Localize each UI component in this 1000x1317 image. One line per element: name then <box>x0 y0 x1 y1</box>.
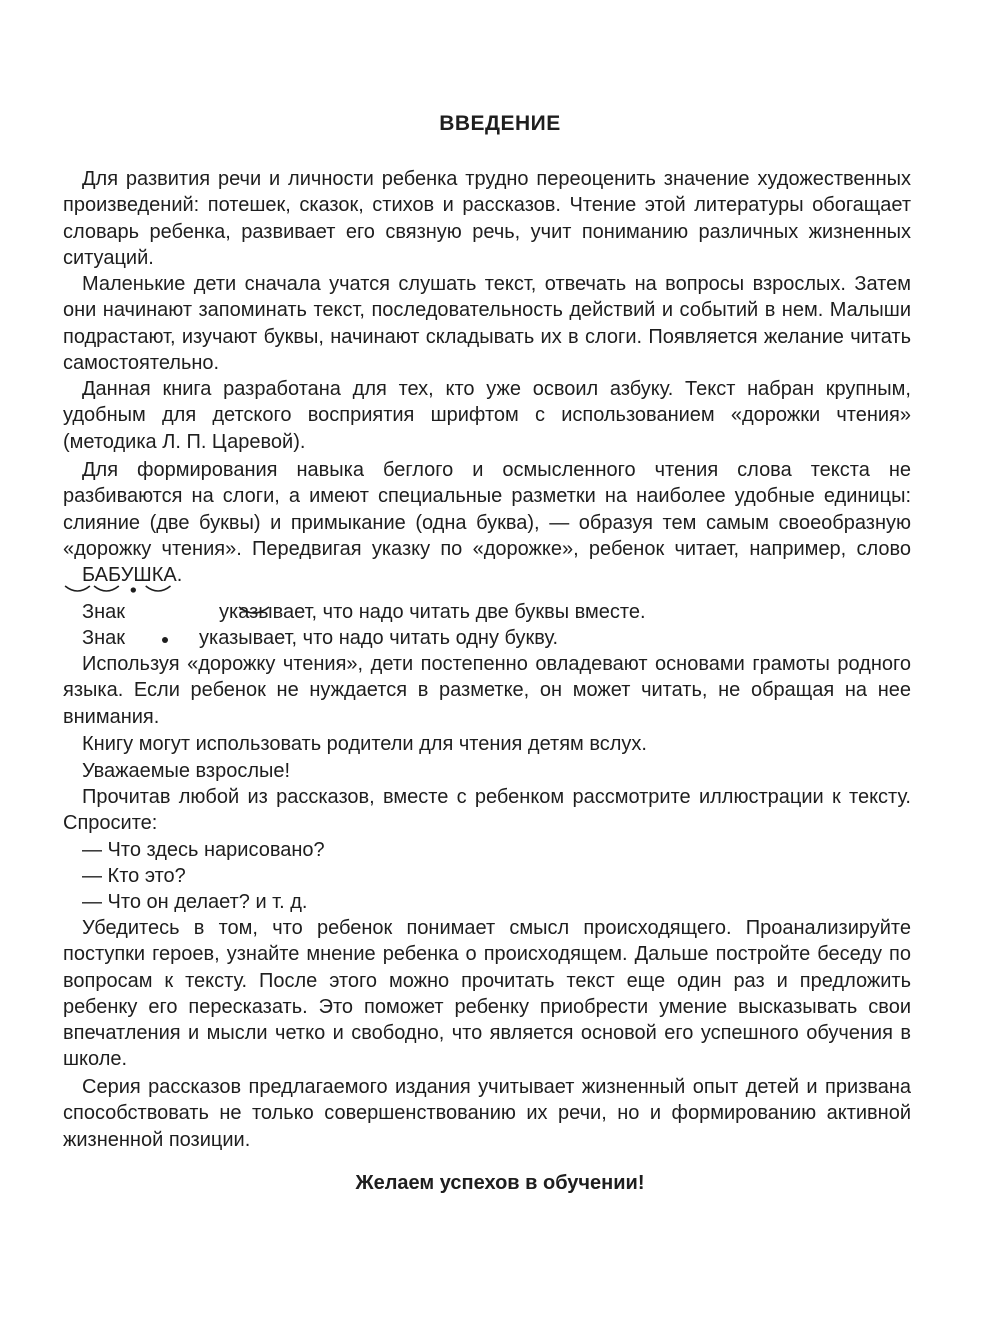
paragraph-8: Прочитав любой из рассказов, вместе с ребенком рассмотрите иллюстрации к тексту. Спросите: <box>63 786 911 835</box>
sign-merge-text: указывает, что надо читать две буквы вместе. <box>219 601 646 623</box>
sign-merge-label: Знак <box>82 601 125 623</box>
merge-arc-3 <box>146 586 171 591</box>
paragraph-7: Уважаемые взрослые! <box>82 760 291 782</box>
example-word-text: БАБУШКА <box>82 564 177 587</box>
merge-arc-2 <box>94 586 119 591</box>
question-3: — Что он делает? и т. д. <box>82 891 308 913</box>
sign-dot-label: Знак <box>82 627 125 649</box>
paragraph-4 <box>63 457 911 588</box>
paragraph-6: Книгу могут использовать родители для чтения детям вслух. <box>82 733 647 755</box>
paragraph-10: Серия рассказов предлагаемого издания учитывает жизненный опыт детей и призвана способствовать не только совершенствованию их речи, но и формированию активной жизненной позиции. <box>63 1076 911 1151</box>
question-1: — Что здесь нарисовано? <box>82 839 325 861</box>
page-title: ВВЕДЕНИЕ <box>439 112 561 135</box>
question-2: — Кто это? <box>82 865 186 887</box>
paragraph-9: Убедитесь в том, что ребенок понимает смысл происходящего. Проанализируйте поступки героев, узнайте мнение ребенка о происходящем. Дальше постройте беседу по вопросам к тексту. После этого можно прочитать текст еще один раз и предложить ребенку его пересказать. Это поможет ребенку приобрести умение высказывать свои впечатления и мысли четко и свободно, что является основой его успешного обучения в школе. <box>63 917 911 1071</box>
paragraph-2: Маленькие дети сначала учатся слушать текст, отвечать на вопросы взрослых. Затем они начинают запоминать текст, последовательность действий и событий в нем. Малыши подрастают, изучают буквы, начинают складывать их в слоги. Появляется желание читать самостоятельно. <box>63 273 911 374</box>
reading-path-marks <box>63 584 177 598</box>
sign-dot-line <box>82 625 559 651</box>
sign-merge-line <box>82 599 646 625</box>
merge-arc-1 <box>65 586 90 591</box>
paragraph-3: Данная книга разработана для тех, кто уже освоил азбуку. Текст набран крупным, удобным для детского восприятия шрифтом с использованием «дорожки чтения» (методика Л. П. Царевой). <box>63 378 911 453</box>
paragraph-4-end: . <box>176 564 183 587</box>
paragraph-1: Для развития речи и личности ребенка трудно переоценить значение художественных произведений: потешек, сказок, стихов и рассказов. Чтение этой литературы обогащает словарь ребенка, развивает его связную речь, учит пониманию различных жизненных ситуаций. <box>63 168 911 269</box>
example-word <box>63 562 177 588</box>
sign-dot-text: указывает, что надо читать одну букву. <box>199 627 559 649</box>
paragraph-5: Используя «дорожку чтения», дети постепенно овладевают основами грамоты родного языка. Если ребенок не нуждается в разметке, он может читать, не обращая на нее внимания. <box>63 653 911 728</box>
single-letter-dot <box>131 588 136 593</box>
closing-wish: Желаем успехов в обучении! <box>355 1172 645 1194</box>
dot-icon <box>162 637 168 643</box>
paragraph-4-text: Для формирования навыка беглого и осмысленного чтения слова текста не разбиваются на слоги, а имеют специальные разметки на наиболее удобные единицы: слияние (две буквы) и примыкание (одна буква), — образуя тем самым своеобразную «дорожку чтения». Передвигая указку по «дорожке», ребенок читает, например, слово <box>63 459 911 560</box>
